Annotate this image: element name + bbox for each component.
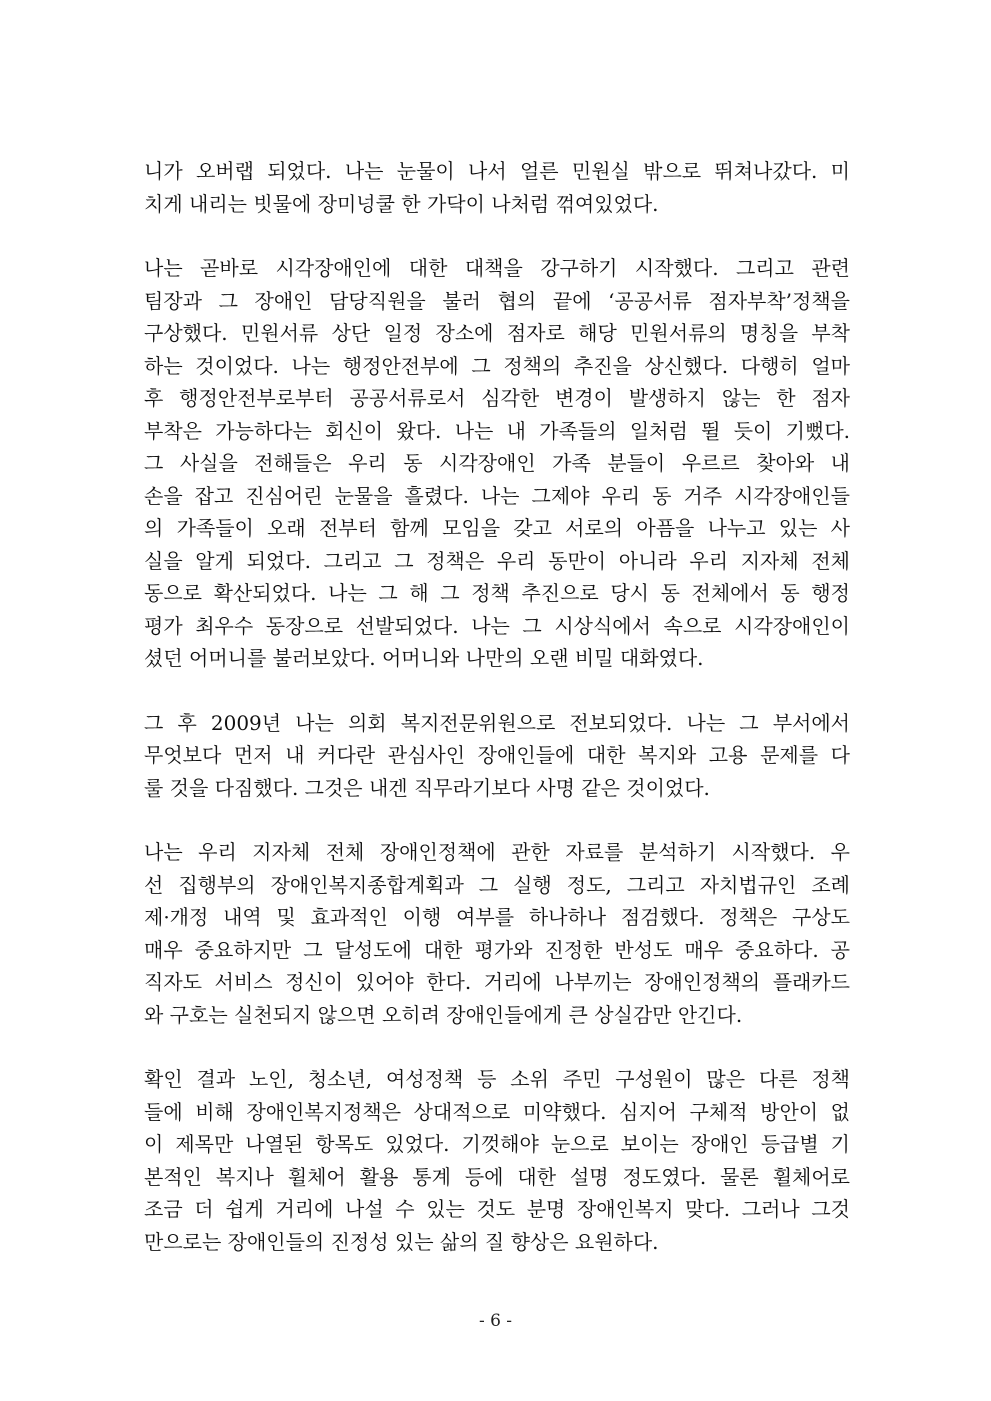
text-line: 들에 비해 장애인복지정책은 상대적으로 미약했다. 심지어 구체적 방안이 없 (144, 1099, 850, 1124)
text-line: 이 제목만 나열된 항목도 있었다. 기껏해야 눈으로 보이는 장애인 등급별 기 (144, 1132, 850, 1156)
text-line: 룰 것을 다짐했다. 그것은 내겐 직무라기보다 사명 같은 것이었다. (144, 775, 710, 800)
paragraph-gap (144, 675, 850, 707)
text-line: 후 행정안전부로부터 공공서류로서 심각한 변경이 발생하지 않는 한 점자 (144, 386, 850, 410)
paragraph-gap (144, 804, 850, 836)
text-line: 무엇보다 먼저 내 커다란 관심사인 장애인들에 대한 복지와 고용 문제를 다 (144, 743, 850, 767)
text-line: 그 후 2009년 나는 의회 복지전문위원으로 전보되었다. 나는 그 부서에서 (144, 710, 850, 735)
text-line: 만으로는 장애인들의 진정성 있는 삶의 질 향상은 요원하다. (144, 1229, 659, 1254)
text-line: 팀장과 그 장애인 담당직원을 불러 협의 끝에 ‘공공서류 점자부착’정책을 (144, 288, 850, 313)
text-line: 동으로 확산되었다. 나는 그 해 그 정책 추진으로 당시 동 전체에서 동 행정 (144, 581, 850, 605)
text-line: 확인 결과 노인, 청소년, 여성정책 등 소위 주민 구성원이 많은 다른 정책 (144, 1067, 850, 1091)
text-line: 와 구호는 실천되지 않으면 오히려 장애인들에게 큰 상실감만 안긴다. (144, 1002, 743, 1027)
text-line: 부착은 가능하다는 회신이 왔다. 나는 내 가족들의 일처럼 뛸 듯이 기뻤다. (144, 418, 850, 443)
page-number: - 6 - (478, 1311, 513, 1331)
text-line: 나는 우리 지자체 전체 장애인정책에 관한 자료를 분석하기 시작했다. 우 (144, 840, 850, 864)
text-line: 치게 내리는 빗물에 장미넝쿨 한 가닥이 나처럼 꺾여있었다. (144, 191, 659, 216)
body-text (144, 155, 850, 1258)
paragraph-gap (144, 220, 850, 252)
text-line: 나는 곧바로 시각장애인에 대한 대책을 강구하기 시작했다. 그리고 관련 (144, 256, 850, 280)
text-line: 손을 잡고 진심어린 눈물을 흘렸다. 나는 그제야 우리 동 거주 시각장애인들 (144, 483, 850, 508)
text-line: 조금 더 쉽게 거리에 나설 수 있는 것도 분명 장애인복지 맞다. 그러나 그것 (144, 1197, 850, 1221)
paragraph-2 (144, 252, 850, 675)
text-line: 하는 것이었다. 나는 행정안전부에 그 정책의 추진을 상신했다. 다행히 얼마 (144, 353, 850, 378)
text-line: 셨던 어머니를 불러보았다. 어머니와 나만의 오랜 비밀 대화였다. (144, 646, 704, 670)
text-line: 평가 최우수 동장으로 선발되었다. 나는 그 시상식에서 속으로 시각장애인이 (144, 613, 850, 638)
text-line: 실을 알게 되었다. 그리고 그 정책은 우리 동만이 아니라 우리 지자체 전체 (144, 548, 850, 573)
paragraph-4 (144, 836, 850, 1031)
text-line: 구상했다. 민원서류 상단 일정 장소에 점자로 해당 민원서류의 명칭을 부착 (144, 321, 850, 345)
text-line: 매우 중요하지만 그 달성도에 대한 평가와 진정한 반성도 매우 중요하다. 공 (144, 937, 850, 962)
paragraph-1 (144, 155, 850, 220)
text-line: 선 집행부의 장애인복지종합계획과 그 실행 정도, 그리고 자치법규인 조례 (144, 872, 850, 897)
text-line: 본적인 복지나 휠체어 활용 통계 등에 대한 설명 정도였다. 물론 휠체어로 (144, 1164, 850, 1189)
text-line: 의 가족들이 오래 전부터 함께 모임을 갖고 서로의 아픔을 나누고 있는 사 (144, 516, 850, 540)
paragraph-gap (144, 1031, 850, 1063)
paragraph-3 (144, 707, 850, 805)
text-line: 니가 오버랩 되었다. 나는 눈물이 나서 얼른 민원실 밖으로 뛰쳐나갔다. 미 (144, 159, 850, 183)
text-line: 그 사실을 전해들은 우리 동 시각장애인 가족 분들이 우르르 찾아와 내 (144, 451, 850, 475)
text-line: 제·개정 내역 및 효과적인 이행 여부를 하나하나 점검했다. 정책은 구상도 (144, 905, 850, 929)
text-line: 직자도 서비스 정신이 있어야 한다. 거리에 나부끼는 장애인정책의 플래카드 (144, 970, 850, 994)
paragraph-5 (144, 1063, 850, 1258)
